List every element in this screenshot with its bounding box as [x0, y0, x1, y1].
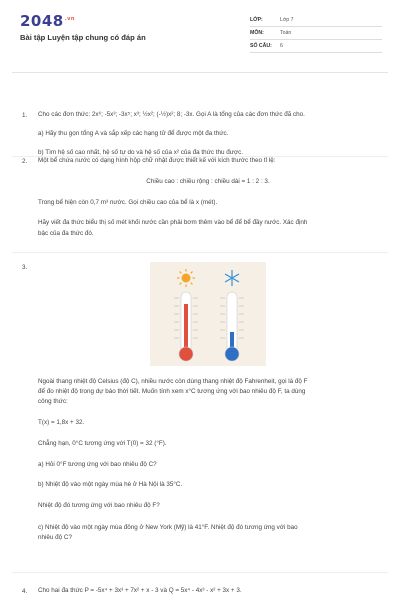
- question-3-example: Chẳng hạn, 0°C tương ứng với T(0) = 32 (°F).: [38, 440, 167, 447]
- question-2-stem: Một bể chứa nước có dạng hình hộp chữ nhật được thiết kế với kích thước theo tỉ lệ:: [38, 157, 276, 164]
- question-1-part-b: b) Tìm hệ số cao nhất, hệ số tự do và hệ số của x² của đa thức thu được.: [38, 149, 243, 156]
- meta-row-subject: MÔN: Toán: [250, 27, 382, 40]
- question-3-number: 3.: [22, 264, 28, 271]
- hot-thermometer: [174, 292, 198, 361]
- question-4-stem: Cho hai đa thức P = -5x⁴ + 3x³ + 7x² + x - 3 và Q = 5x⁴ - 4x³ - x² + 3x + 3.: [38, 587, 242, 594]
- meta-table: [250, 14, 382, 53]
- thermometers-svg: [150, 262, 266, 366]
- meta-row-class: LỚP: Lớp 7: [250, 14, 382, 27]
- question-2-number: 2.: [22, 158, 28, 165]
- question-2-line-3: Hãy viết đa thức biểu thị số mét khối nước cần phải bơm thêm vào bể để bể đầy nước. Xác định: [38, 219, 308, 226]
- question-3-part-a: a) Hỏi 0°F tương ứng với bao nhiêu độ C?: [38, 461, 157, 468]
- question-separator: [12, 252, 388, 253]
- question-1-stem: Cho các đơn thức: 2x⁶; -5x³; -3x⁵; x³; ½x²; (-½)x²; 8; -3x. Gọi A là tổng của các đơn thức đã cho.: [38, 111, 305, 118]
- cold-thermometer: [220, 292, 244, 361]
- question-2-line-4: bậc của đa thức đó.: [38, 230, 94, 237]
- question-3-para-3: công thức:: [38, 398, 68, 405]
- question-1-part-a: a) Hãy thu gọn tổng A và sắp xếp các hạng tử để được một đa thức.: [38, 130, 229, 137]
- question-3-part-b-2: Nhiệt độ đó tương ứng với bao nhiêu độ F?: [38, 502, 160, 509]
- snowflake-icon: [225, 270, 239, 286]
- question-3-para-2: để đo nhiệt độ trong dự báo thời tiết. Muốn tính xem x°C tương ứng với bao nhiêu độ F, ta dùng: [38, 388, 306, 395]
- question-3-part-c: c) Nhiệt độ vào một ngày mùa đông ở New York (Mỹ) là 41°F. Nhiệt độ đó tương ứng với bao: [38, 524, 298, 531]
- thermometer-illustration: [150, 262, 266, 366]
- question-2-line-2: Trong bể hiện còn 0,7 m³ nước. Gọi chiều cao của bể là x (mét).: [38, 199, 218, 206]
- question-4-number: 4.: [22, 588, 28, 595]
- question-3-para-1: Ngoài thang nhiệt độ Celsius (độ C), nhiều nước còn dùng thang nhiệt độ Fahrenheit, gọi là độ F: [38, 378, 308, 385]
- question-3-part-b: b) Nhiệt độ vào một ngày mùa hè ở Hà Nội là 35°C.: [38, 481, 183, 488]
- header-divider: [12, 72, 388, 73]
- question-1-number: 1.: [22, 112, 28, 119]
- meta-row-count: SỐ CÂU: 6: [250, 40, 382, 53]
- document-title: Bài tập Luyện tập chung có đáp án: [20, 33, 146, 42]
- site-logo[interactable]: $2048^{.vn}$: [20, 12, 75, 30]
- document-header: [0, 0, 400, 68]
- question-3-part-c-2: nhiêu độ C?: [38, 534, 72, 541]
- question-3-formula: T(x) = 1,8x + 32.: [38, 419, 85, 426]
- question-separator: [12, 572, 388, 573]
- question-2-ratio: Chiều cao : chiều rộng : chiều dài = 1 : 2 : 3.: [146, 178, 270, 185]
- sun-icon: [177, 269, 195, 287]
